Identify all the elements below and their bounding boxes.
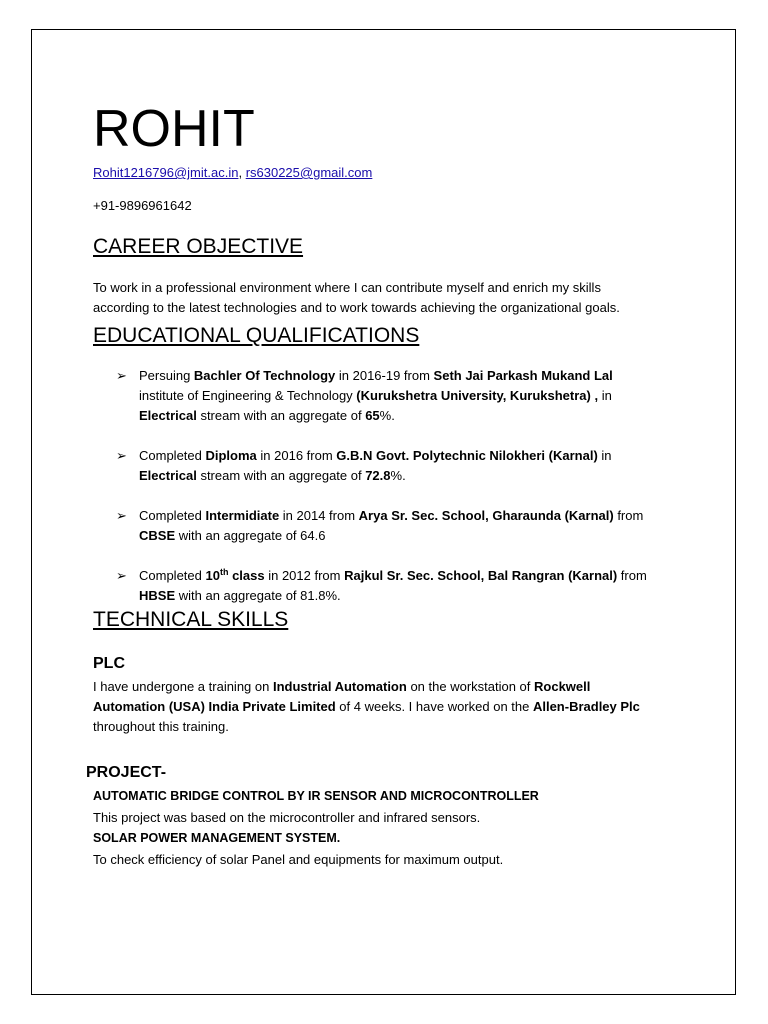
text: in 2014 from	[279, 508, 359, 523]
project-description: This project was based on the microcontroller and infrared sensors.	[93, 810, 481, 825]
arrow-bullet-icon: ➢	[116, 368, 127, 383]
stream: Electrical	[139, 468, 197, 483]
plc-subheading: PLC	[93, 655, 125, 672]
superscript: th	[219, 567, 229, 577]
career-objective-line: To work in a professional environment where I can contribute myself and enrich my skills	[93, 280, 601, 295]
education-item	[116, 506, 696, 546]
board: CBSE	[139, 528, 176, 543]
candidate-name: ROHIT	[93, 100, 255, 158]
aggregate: 72.8	[365, 468, 391, 483]
text: from	[613, 508, 644, 523]
aggregate: 65	[365, 408, 380, 423]
text: in 2012 from	[264, 568, 345, 583]
text: in	[597, 448, 612, 463]
email-row	[93, 164, 372, 181]
plc-platform: Allen-Bradley Plc	[532, 699, 640, 714]
text: %.	[390, 468, 406, 483]
education-item	[116, 446, 696, 486]
project-title: AUTOMATIC BRIDGE CONTROL BY IR SENSOR AND MICROCONTROLLER	[93, 789, 539, 803]
institution: Arya Sr. Sec. School, Gharaunda (Karnal)	[358, 508, 614, 523]
text: on the workstation of	[406, 679, 535, 694]
email-link-secondary[interactable]: rs630225@gmail.com	[245, 165, 373, 180]
text: Completed	[139, 448, 206, 463]
project-list	[93, 786, 539, 870]
education-item	[116, 566, 696, 606]
arrow-bullet-icon: ➢	[116, 448, 127, 463]
stream: Electrical	[139, 408, 197, 423]
project-title: SOLAR POWER MANAGEMENT SYSTEM.	[93, 831, 341, 845]
text: in 2016 from	[256, 448, 337, 463]
text: %.	[379, 408, 395, 423]
training-topic: Industrial Automation	[272, 679, 407, 694]
phone-number: +91-9896961642	[93, 198, 192, 213]
text: stream with an aggregate of	[196, 408, 366, 423]
degree: Diploma	[205, 448, 257, 463]
career-objective-heading: CAREER OBJECTIVE	[93, 235, 304, 258]
education-item	[116, 366, 696, 426]
text: throughout this training.	[93, 719, 229, 734]
text: in 2016-19 from	[335, 368, 434, 383]
university: (Kurukshetra University, Kurukshetra) ,	[356, 388, 599, 403]
project-description: To check efficiency of solar Panel and equipments for maximum output.	[93, 852, 504, 867]
plc-description	[93, 677, 640, 737]
text: Persuing	[139, 368, 194, 383]
career-objective-line: according to the latest technologies and to work towards achieving the organizational goals.	[93, 300, 620, 315]
degree: class	[228, 568, 265, 583]
text: stream with an aggregate of	[196, 468, 366, 483]
email-separator: ,	[238, 165, 246, 180]
text: with an aggregate of 64.6	[175, 528, 326, 543]
board: HBSE	[139, 588, 176, 603]
text: from	[617, 568, 647, 583]
institution: Seth Jai Parkash Mukand Lal	[433, 368, 613, 383]
text: of 4 weeks. I have worked on the	[335, 699, 533, 714]
arrow-bullet-icon: ➢	[116, 508, 127, 523]
email-link-primary[interactable]: Rohit1216796@jmit.ac.in	[93, 165, 239, 180]
education-list	[116, 366, 696, 606]
company: Automation (USA) India Private Limited	[93, 699, 336, 714]
institution: G.B.N Govt. Polytechnic Nilokheri (Karnal)	[336, 448, 598, 463]
text: in	[598, 388, 612, 403]
education-heading: EDUCATIONAL QUALIFICATIONS	[93, 324, 420, 347]
text: institute of Engineering & Technology	[139, 388, 357, 403]
text: with an aggregate of 81.8%.	[175, 588, 341, 603]
text: Completed	[139, 508, 206, 523]
arrow-bullet-icon: ➢	[116, 568, 127, 583]
technical-skills-heading: TECHNICAL SKILLS	[93, 608, 289, 631]
company: Rockwell	[534, 679, 591, 694]
degree: Intermidiate	[205, 508, 280, 523]
project-subheading: PROJECT-	[86, 764, 167, 781]
degree: 10	[205, 568, 220, 583]
career-objective-text	[93, 278, 620, 318]
text: Completed	[139, 568, 206, 583]
degree: Bachler Of Technology	[193, 368, 336, 383]
text: I have undergone a training on	[93, 679, 273, 694]
institution: Rajkul Sr. Sec. School, Bal Rangran (Karnal)	[344, 568, 618, 583]
